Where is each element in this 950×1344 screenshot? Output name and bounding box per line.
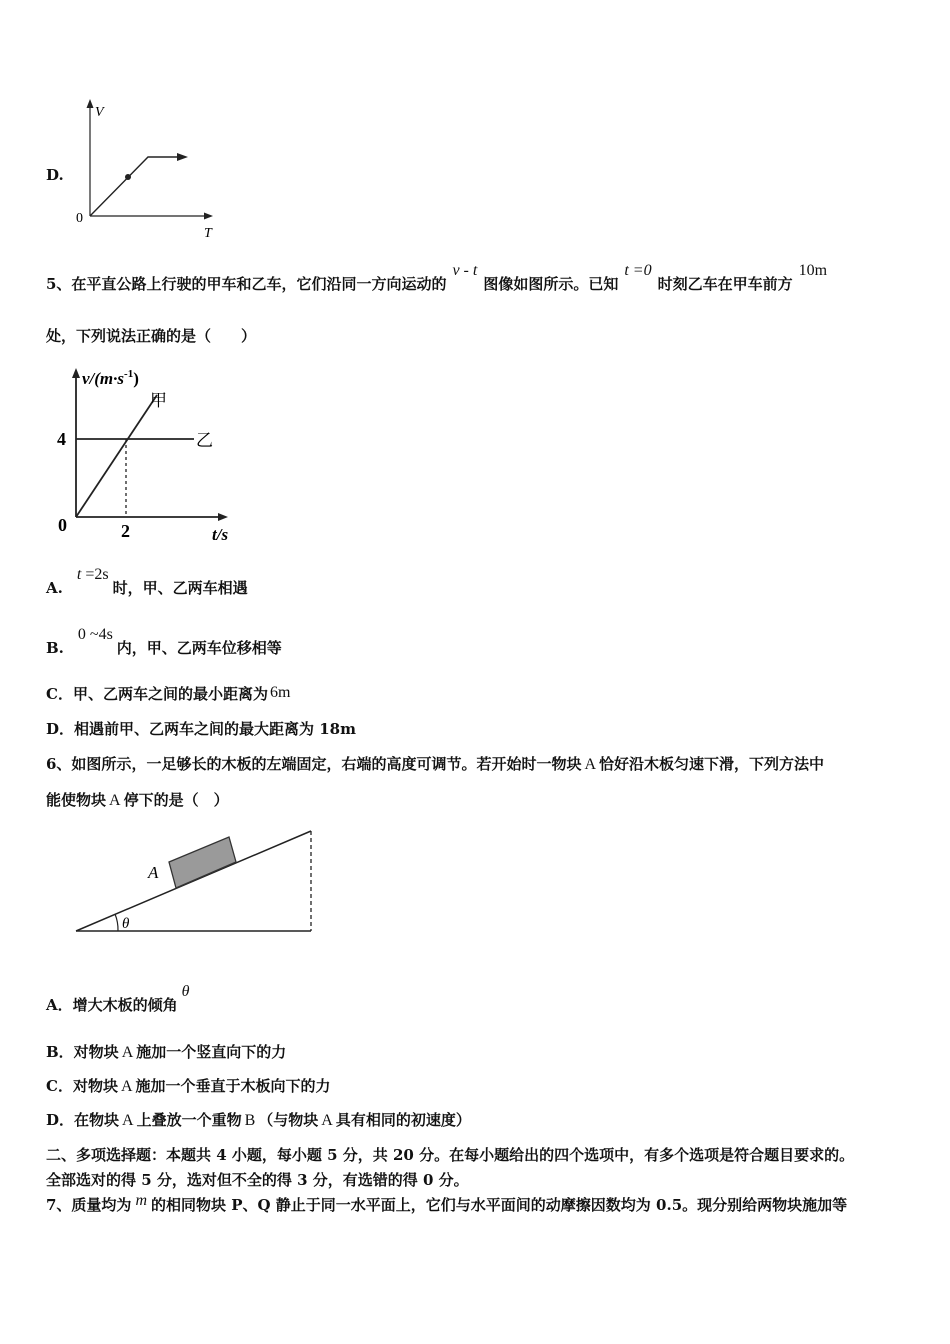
q5-x-tick-2: 2 <box>121 521 130 541</box>
q6-angle-arc <box>115 914 118 931</box>
q6-option-c-math: A <box>120 1078 133 1095</box>
q5-option-a-label: A. <box>46 579 63 597</box>
q6-block-a <box>169 837 236 888</box>
q6-stem-text-d: 停下的是（ ） <box>123 791 229 809</box>
q5-option-a-text: 时，甲、乙两车相遇 <box>112 579 248 597</box>
q5-math-10m: 10m <box>798 262 828 279</box>
q5-stem-line-2: 处，下列说法正确的是（ ） <box>46 327 257 345</box>
q5-origin-label: 0 <box>58 515 67 535</box>
q6-stem-text-c: 能使物块 <box>46 791 107 809</box>
q6-option-a <box>46 983 190 1015</box>
q6-option-b-text: B．对物块 <box>46 1043 119 1061</box>
q6-option-b-text-2: 施加一个竖直向下的力 <box>136 1043 287 1061</box>
q6-stem-line-2 <box>46 789 229 810</box>
q5-vt-graph <box>44 360 264 555</box>
q5-t-axis-arrow <box>218 513 228 521</box>
q4-t-axis-arrow <box>204 213 213 220</box>
q4-axis-t-label: T <box>204 226 212 241</box>
q4-dot <box>125 174 131 180</box>
q6-option-d-text-3: （与物块 <box>258 1111 319 1129</box>
q7-stem-text-a: 7、质量均为 <box>46 1196 132 1214</box>
q6-stem-math-a: A <box>584 756 597 773</box>
q5-stem-text-b: 图像如图所示。已知 <box>483 275 619 293</box>
q6-angle-label: θ <box>122 916 130 932</box>
q6-stem-line-1 <box>46 753 824 774</box>
q6-option-d-text-2: 上叠放一个重物 <box>136 1111 242 1129</box>
q6-option-d-text: D．在物块 <box>46 1111 120 1129</box>
q6-block-label: A <box>148 863 159 882</box>
q6-incline-figure <box>70 822 320 942</box>
q5-option-a <box>46 566 248 598</box>
q5-y-tick-4: 4 <box>57 429 66 449</box>
q5-math-vt: v - t <box>452 262 478 279</box>
q5-label-yi: 乙 <box>196 431 213 450</box>
q6-option-b <box>46 1041 286 1062</box>
q4-axis-v-label: V <box>95 105 104 120</box>
q5-option-b <box>46 626 282 658</box>
q4-vt-graph <box>70 96 230 246</box>
q6-option-c-text-2: 施加一个垂直于木板向下的力 <box>135 1077 331 1095</box>
q6-option-d <box>46 1109 471 1130</box>
q4-velocity-line <box>90 157 182 216</box>
q5-axis-y-label: $v/(m\cdot s^{-1})$ <box>82 368 139 388</box>
q7-stem-text-b: 的相同物块 P、Q 静止于同一水平面上，它们与水平面间的动摩擦因数均为 0.5。现分别给两物块施加等 <box>151 1196 848 1214</box>
q4-origin-label: 0 <box>76 211 83 226</box>
section2-heading-line-1: 二、多项选择题：本题共 4 小题，每小题 5 分，共 20 分。在每小题给出的四个选项中，有多个选项是符合题目要求的。 <box>46 1146 855 1164</box>
q5-option-c-math: 6m <box>269 684 291 701</box>
q5-option-b-text: 内，甲、乙两车位移相等 <box>116 639 282 657</box>
q7-stem-math-m: m <box>135 1192 148 1209</box>
q5-option-c-text: C．甲、乙两车之间的最小距离为 <box>46 685 268 703</box>
q5-jia-line <box>76 395 157 517</box>
q5-stem-text-c: 时刻乙车在甲车前方 <box>657 275 793 293</box>
q4-v-axis-arrow <box>87 99 94 108</box>
q6-option-b-math: A <box>121 1044 134 1061</box>
q4-line-arrow <box>177 153 188 161</box>
q6-option-d-math-a: A <box>122 1112 134 1129</box>
q4-option-d-label: D. <box>46 166 64 184</box>
q5-label-jia: 甲 <box>150 391 167 410</box>
q6-stem-math-a2: A <box>109 792 121 809</box>
q5-stem-text-a: 5、在平直公路上行驶的甲车和乙车，它们沿同一方向运动的 <box>46 275 447 293</box>
q6-stem-text-a: 6、如图所示，一足够长的木板的左端固定，右端的高度可调节。若开始时一物块 <box>46 755 582 773</box>
q5-stem-line-1 <box>46 262 828 294</box>
q6-option-d-math-b: B <box>244 1112 256 1129</box>
q6-stem-text-b: 恰好沿木板匀速下滑，下列方法中 <box>599 755 825 773</box>
q5-v-axis-arrow <box>72 368 80 378</box>
q5-option-a-math: t =2s <box>76 566 109 583</box>
q5-option-b-math: 0 ~4s <box>77 626 113 643</box>
q6-option-a-math: θ <box>181 983 190 1000</box>
q5-option-c <box>46 683 290 704</box>
q6-option-c <box>46 1075 331 1096</box>
q5-axis-x-label: t/s <box>212 525 229 544</box>
q5-math-t0: t =0 <box>624 262 652 279</box>
q6-option-d-text-4: 具有相同的初速度） <box>335 1111 471 1129</box>
q5-option-d: D．相遇前甲、乙两车之间的最大距离为 18m <box>46 720 356 738</box>
section2-heading-line-2: 全部选对的得 5 分，选对但不全的得 3 分，有选错的得 0 分。 <box>46 1171 469 1189</box>
q6-option-d-math-a2: A <box>321 1112 333 1129</box>
q6-option-a-text: A．增大木板的倾角 <box>46 996 178 1014</box>
q5-option-b-label: B. <box>46 639 64 657</box>
q7-stem-line-1 <box>46 1194 847 1215</box>
q6-option-c-text: C．对物块 <box>46 1077 118 1095</box>
